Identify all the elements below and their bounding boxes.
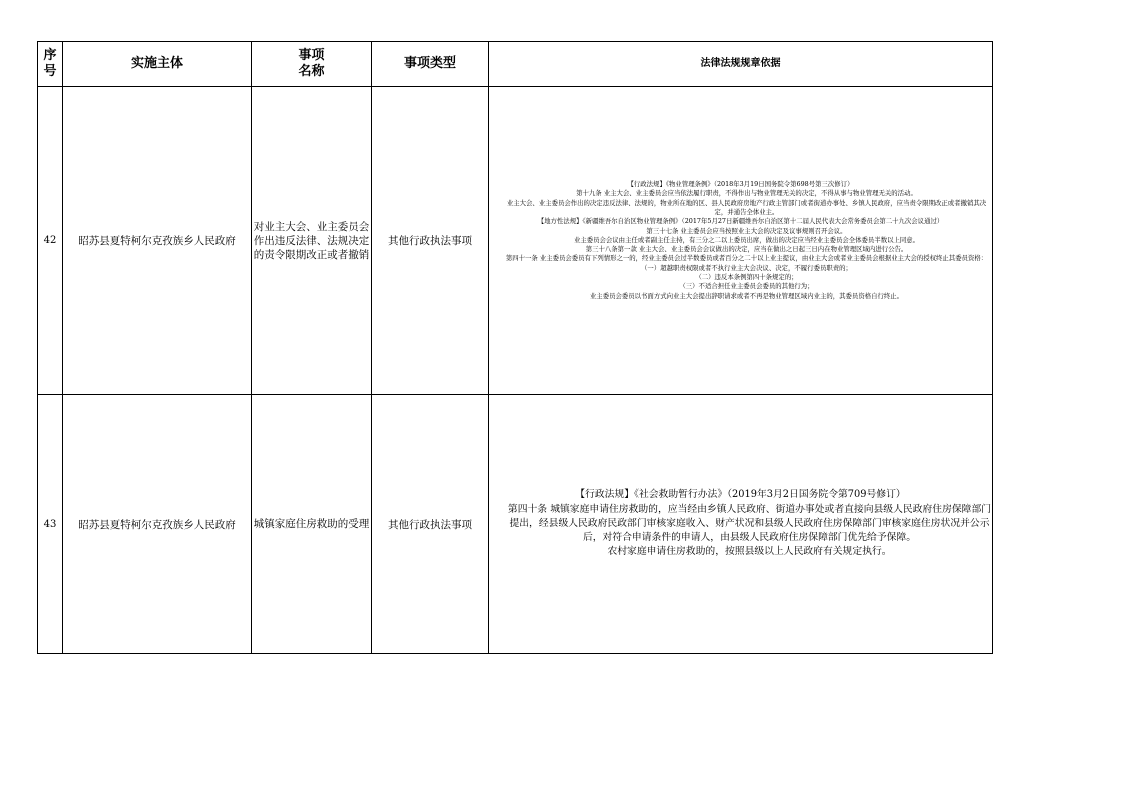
row-type: 其他行政执法事项: [372, 395, 489, 654]
header-seq: 序 号: [38, 42, 63, 87]
row-basis: [489, 395, 993, 654]
basis-line: 【行政法规】《社会救助暂行办法》（2019年3月2日国务院令第709号修订）: [575, 489, 906, 501]
row-name: 城镇家庭住房救助的受理: [252, 395, 372, 654]
row-seq: 43: [38, 395, 63, 654]
table-row: [38, 395, 993, 654]
basis-line: （一）超越职责权限或者不执行业主大会决议、决定，不履行委员职责的；: [641, 263, 852, 272]
basis-line: 业主委员会委员以书面方式向业主大会提出辞职请求或者不再是物业管理区域内业主的，其委员资格自行终止。: [589, 291, 904, 300]
basis-line: 业主大会、业主委员会作出的决定违反法律、法规的，物业所在地的区、县人民政府房地产行政主管部门或者街道办事处、乡镇人民政府，应当责令限期改正或者撤销其决定，并通告全体业主。: [506, 198, 987, 216]
basis-line: 第四十一条 业主委员会委员有下列情形之一的，经业主委员会过半数委员或者百分之二十以上业主提议，由业主大会或者业主委员会根据业主大会的授权终止其委员资格：: [505, 254, 988, 263]
basis-line: （三）不适合担任业主委员会委员的其他行为；: [679, 282, 814, 291]
row-seq: 42: [38, 87, 63, 395]
header-name: 事项 名称: [252, 42, 372, 87]
basis-line: 第十九条 业主大会、业主委员会应当依法履行职责，不得作出与物业管理无关的决定，不得从事与物业管理无关的活动。: [576, 189, 917, 198]
row-subject: 昭苏县夏特柯尔克孜族乡人民政府: [63, 87, 252, 395]
basis-line: 【行政法规】《物业管理条例》（2018年3月19日国务院令第698号第三次修订）: [627, 180, 854, 189]
enforcement-items-table: [37, 41, 993, 654]
basis-line: 第三十七条 业主委员会应当按照业主大会的决定及议事规则召开会议。: [646, 226, 847, 235]
basis-line: 业主委员会会议由主任或者副主任主持，有三分之二以上委员出席，做出的决定应当经业主委员会全体委员半数以上同意。: [573, 235, 920, 244]
basis-line: （二）违反本条例第四十条规定的；: [695, 273, 798, 282]
basis-line: 第三十八条第一款 业主大会、业主委员会会议做出的决定，应当在做出之日起三日内在物业管理区域内进行公告。: [585, 245, 908, 254]
header-type: 事项类型: [372, 42, 489, 87]
header-row: [38, 42, 993, 87]
row-type: 其他行政执法事项: [372, 87, 489, 395]
row-basis: [489, 87, 993, 395]
row-subject: 昭苏县夏特柯尔克孜族乡人民政府: [63, 395, 252, 654]
table-row: [38, 87, 993, 395]
header-basis: 法律法规规章依据: [489, 42, 993, 87]
basis-line: 第四十条 城镇家庭申请住房救助的，应当经由乡镇人民政府、街道办事处或者直接向县级人民政府住房保障部门提出，经县级人民政府民政部门审核家庭收入、财产状况和县级人民政府住房保障部门审核家庭住房状况并公示后，对符合申请条件的申请人，由县级人民政府住房保障部门优先给予保障。: [507, 503, 992, 544]
basis-line: 【地方性法规】《新疆维吾尔自治区物业管理条例》（2017年5月27日新疆维吾尔自治区第十二届人民代表大会常务委员会第二十九次会议通过）: [537, 217, 944, 226]
row-name: 对业主大会、业主委员会作出违反法律、法规决定的责令限期改正或者撤销: [252, 87, 372, 395]
header-subject: 实施主体: [63, 42, 252, 87]
basis-line: 农村家庭申请住房救助的，按照县级以上人民政府有关规定执行。: [607, 546, 892, 558]
